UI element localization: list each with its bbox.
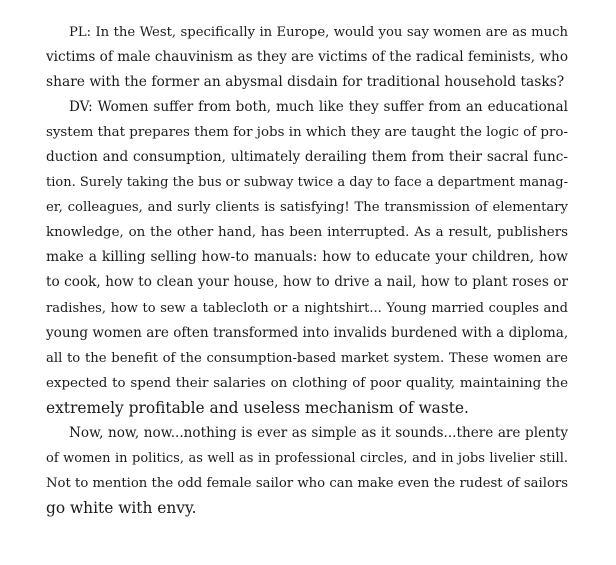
paragraph-answer (46, 95, 568, 421)
text-line: radishes, how to sew a tablecloth or a nightshirt... Young married couples and (46, 300, 568, 316)
text-line: victims of male chauvinism as they are victims of the radical feminists, who (46, 49, 568, 66)
text-line: system that prepares them for jobs in which they are taught the logic of pro- (46, 125, 568, 141)
text-line: share with the former an abysmal disdain for traditional household tasks? (46, 74, 565, 91)
paragraph-continuation (46, 421, 568, 521)
body-text (46, 20, 568, 521)
text-line: all to the benefit of the consumption-based market system. These women are (46, 350, 568, 366)
text-line: er, colleagues, and surly clients is satisfying! The transmission of elementary (46, 200, 568, 216)
text-line: PL: In the West, specifically in Europe, would you say women are as much (69, 25, 568, 40)
text-line: knowledge, on the other hand, has been interrupted. As a result, publishers (46, 225, 568, 241)
text-line: expected to spend their salaries on clothing of poor quality, maintaining the (46, 375, 568, 391)
text-line: DV: Women suffer from both, much like they suffer from an educational (69, 99, 568, 116)
text-line: Now, now, now...nothing is ever as simple as it sounds...there are plenty (69, 424, 568, 441)
text-line: Not to mention the odd female sailor who can make even the rudest of sailors (46, 475, 568, 491)
text-line: make a killing selling how-to manuals: how to educate your children, how (46, 249, 568, 266)
text-line: go white with envy. (46, 498, 197, 517)
text-line: tion. Surely taking the bus or subway twice a day to face a department manag- (46, 175, 568, 191)
text-line: duction and consumption, ultimately derailing them from their sacral func- (46, 149, 568, 166)
paragraph-question (46, 20, 568, 95)
text-line: young women are often transformed into invalids burdened with a diploma, (46, 324, 569, 341)
text-line: of women in politics, as well as in professional circles, and in jobs livelier still. (46, 450, 568, 466)
text-line: to cook, how to clean your house, how to drive a nail, how to plant roses or (46, 274, 568, 291)
text-line: extremely profitable and useless mechanism of waste. (46, 398, 469, 417)
